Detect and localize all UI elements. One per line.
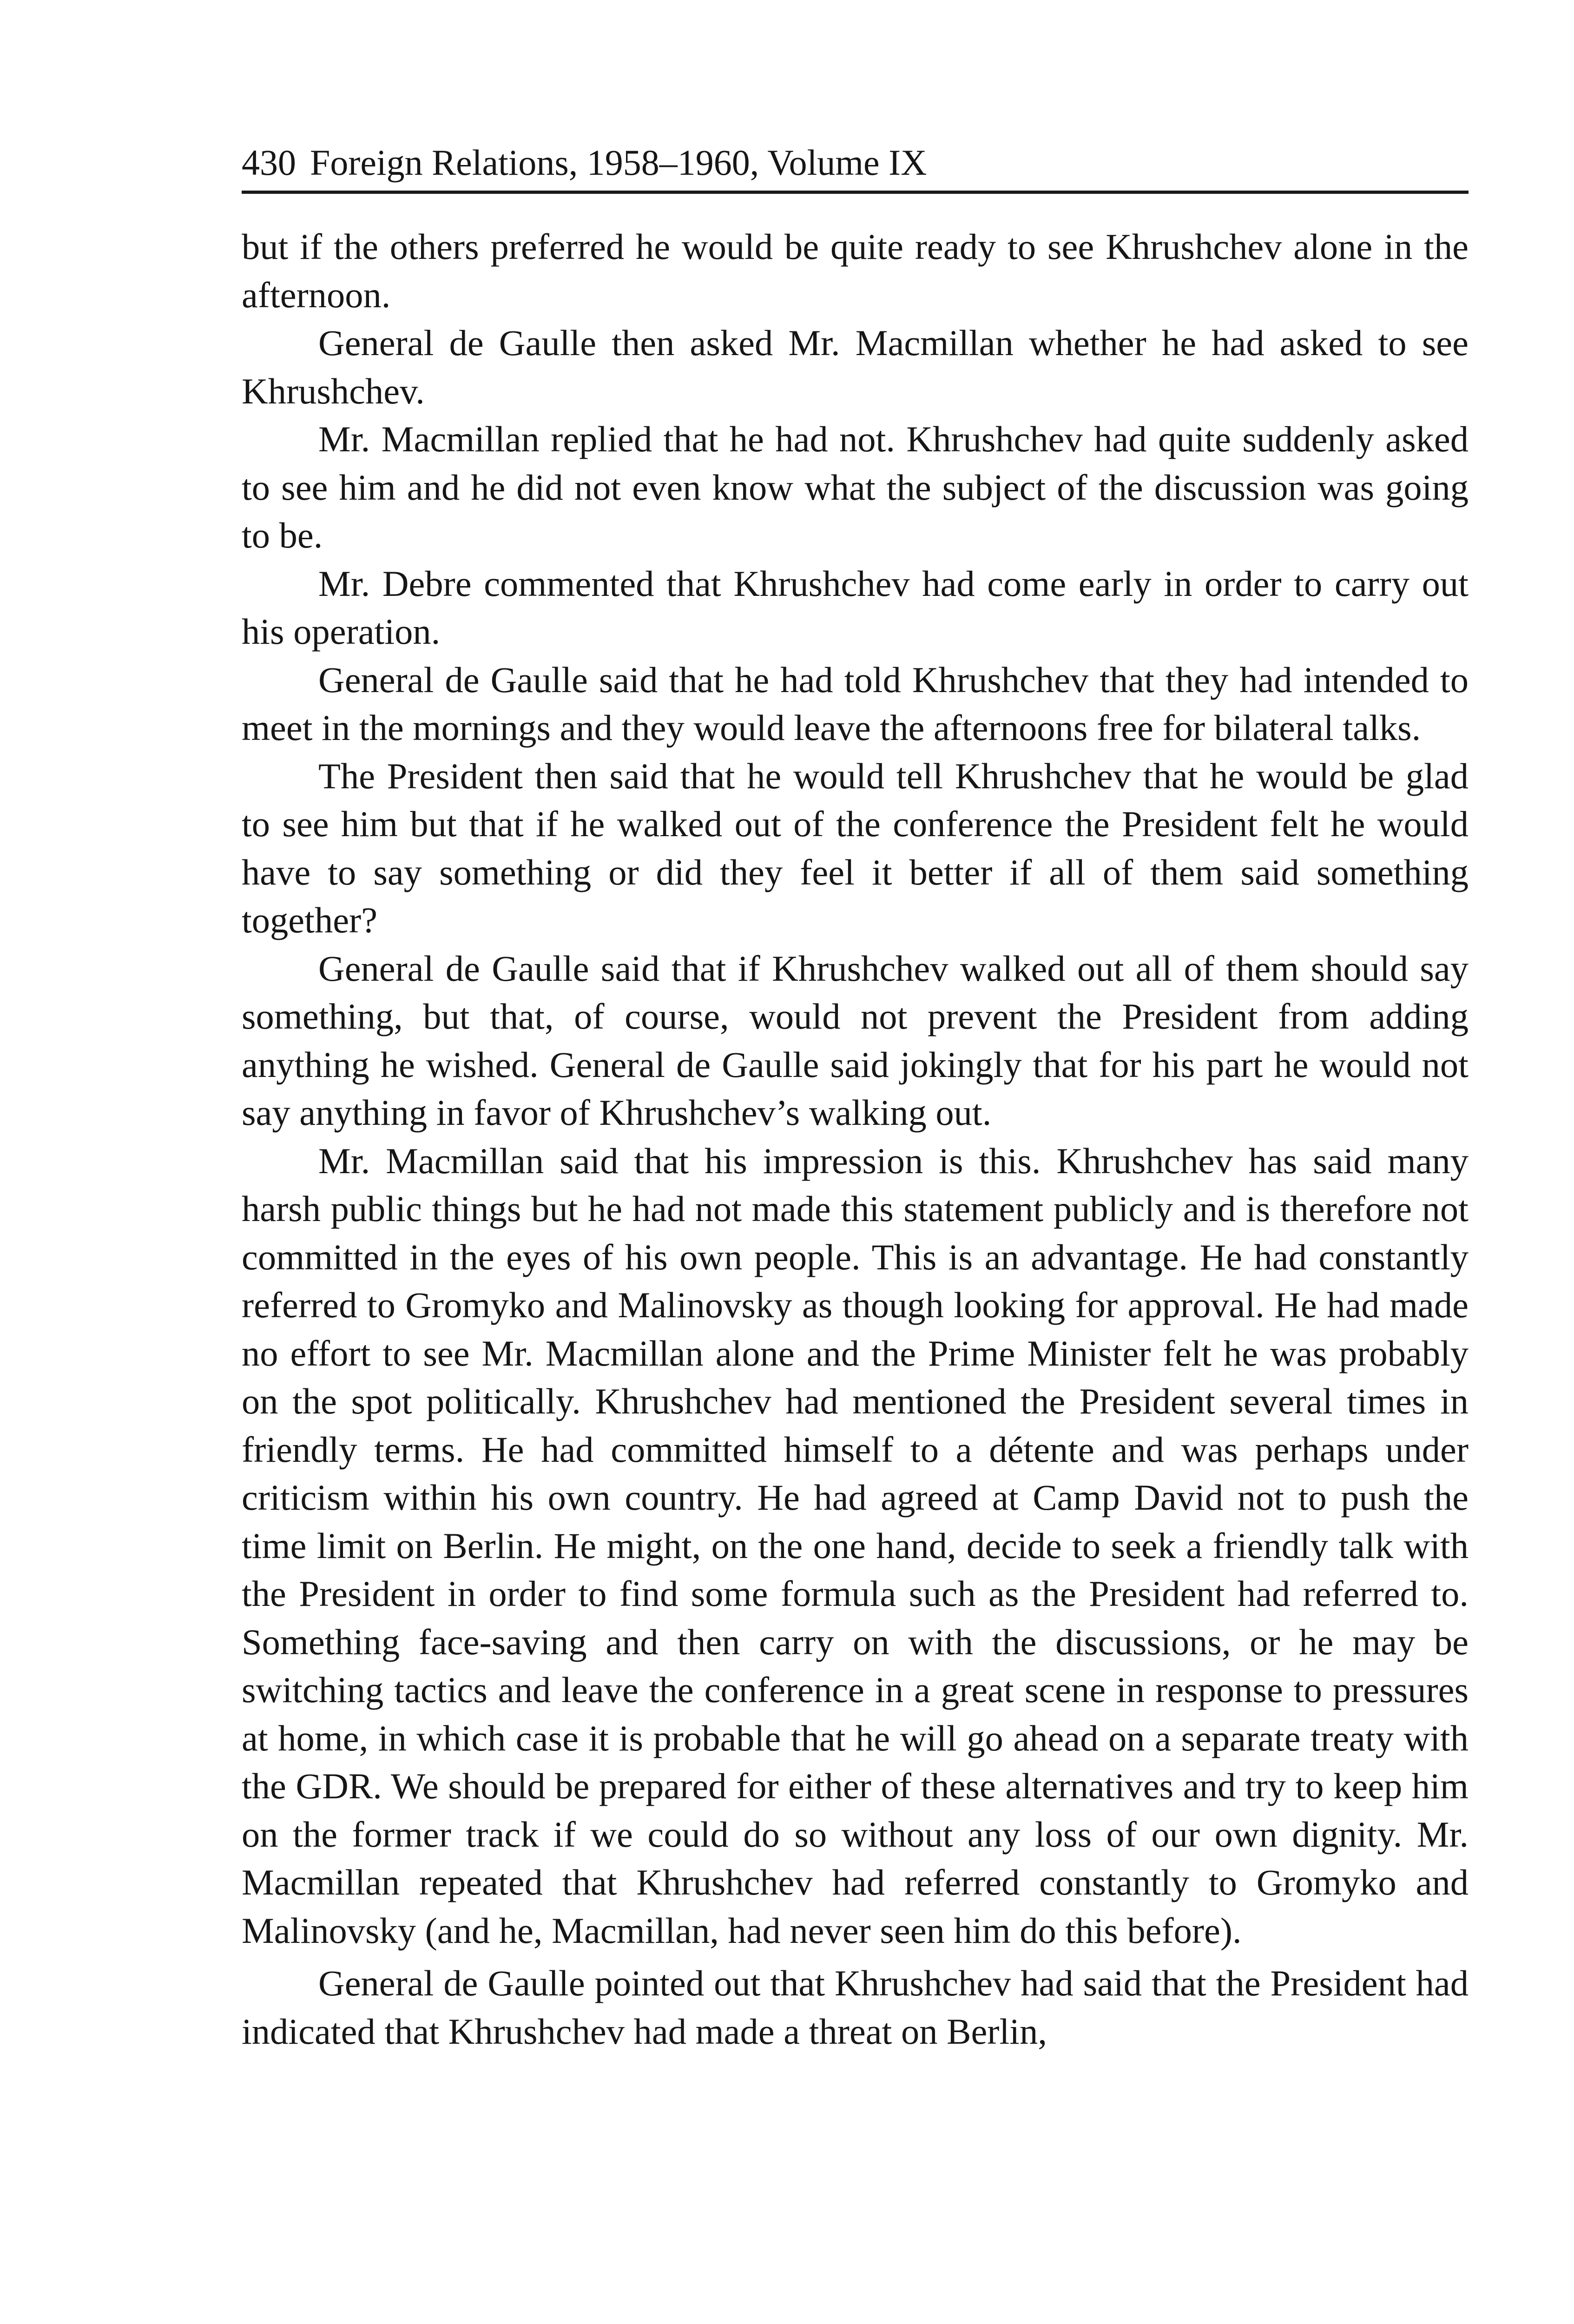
- paragraph: General de Gaulle then asked Mr. Macmillan whether he had asked to see Khrushchev.: [242, 323, 1469, 411]
- page-number: 430: [242, 142, 296, 183]
- running-header: [242, 139, 1469, 194]
- paragraph: Mr. Macmillan replied that he had not. Khrushchev had quite suddenly asked to see him and he did not even know what the subject of the discussion was going to be.: [242, 419, 1469, 555]
- paragraph-continuation: but if the others preferred he would be quite ready to see Khrushchev alone in the afternoon.: [242, 226, 1469, 315]
- paragraph: Mr. Debre commented that Khrushchev had come early in order to carry out his operation.: [242, 563, 1469, 652]
- paragraph: The President then said that he would tell Khrushchev that he would be glad to see him but that if he walked out of the conference the President felt he would have to say something or did they feel it better if all of them said something together?: [242, 755, 1469, 940]
- paragraph: General de Gaulle said that he had told Khrushchev that they had intended to meet in the mornings and they would leave the afternoons free for bilateral talks.: [242, 659, 1469, 748]
- paragraph: General de Gaulle said that if Khrushchev walked out all of them should say something, but that, of course, would not prevent the President from adding anything he wished. General de Gaulle said jokingly that for his part he would not say anything in favor of Khrushchev’s walking out.: [242, 948, 1469, 1133]
- body-text: [242, 223, 1469, 2055]
- paragraph: Mr. Macmillan said that his impression is this. Khrushchev has said many harsh public things but he had not made this statement publicly and is therefore not committed in the eyes of his own people. This is an advantage. He had constantly referred to Gromyko and Malinovsky as though looking for approval. He had made no effort to see Mr. Macmillan alone and the Prime Minister felt he was probably on the spot politically. Khrushchev had mentioned the President several times in friendly terms. He had committed himself to a détente and was perhaps under criticism within his own country. He had agreed at Camp David not to push the time limit on Berlin. He might, on the one hand, decide to seek a friendly talk with the President in order to find some formula such as the President had referred to. Something face-saving and then carry on with the discussions, or he may be switching tactics and leave the conference in a great scene in response to pressures at home, in which case it is probable that he will go ahead on a separate treaty with the GDR. We should be prepared for either of these alternatives and try to keep him on the former track if we could do so without any loss of our own dignity. Mr. Macmillan repeated that Khrushchev had referred constantly to Gromyko and Malinovsky (and he, Macmillan, had never seen him do this before).: [242, 1140, 1469, 1951]
- document-page: [242, 139, 1469, 2055]
- volume-title: Foreign Relations, 1958–1960, Volume IX: [310, 142, 927, 183]
- paragraph: General de Gaulle pointed out that Khrushchev had said that the President had indicated that Khrushchev had made a threat on Berlin,: [242, 1963, 1469, 2052]
